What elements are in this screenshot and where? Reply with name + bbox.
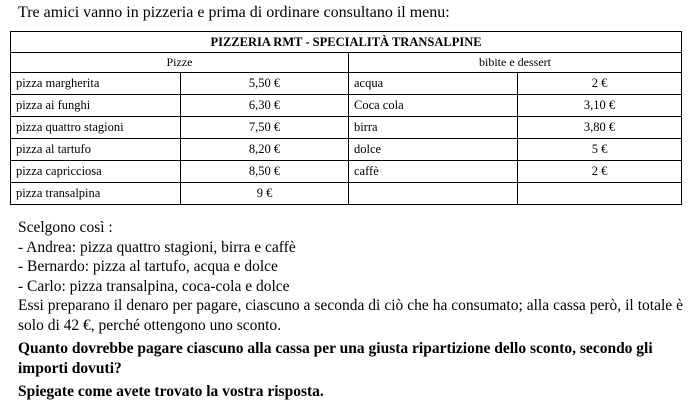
drink-price: 2 € <box>518 161 682 183</box>
menu-title: PIZZERIA RMT - SPECIALITÀ TRANSALPINE <box>11 32 682 53</box>
drink-name: caffè <box>349 161 518 183</box>
pizza-price: 9 € <box>181 183 349 205</box>
pizza-name: pizza ai funghi <box>11 95 181 117</box>
explain-text: Spiegate come avete trovato la vostra risposta. <box>18 383 324 400</box>
bernardo-line: - Bernardo: pizza al tartufo, acqua e dolce <box>18 258 278 275</box>
andrea-line: - Andrea: pizza quattro stagioni, birra e caffè <box>18 238 296 256</box>
choose-line: Scelgono così : <box>18 219 113 236</box>
table-row <box>11 161 682 183</box>
table-row <box>11 183 682 205</box>
pizza-price: 6,30 € <box>181 95 349 117</box>
pizza-name: pizza transalpina <box>11 183 181 205</box>
pizza-price: 5,50 € <box>181 73 349 95</box>
drink-name: dolce <box>349 139 518 161</box>
menu-table <box>10 31 682 205</box>
pizza-price: 8,50 € <box>181 161 349 183</box>
drink-price: 3,80 € <box>518 117 682 139</box>
pizza-price: 8,20 € <box>181 139 349 161</box>
carlo-line: - Carlo: pizza transalpina, coca-cola e dolce <box>18 277 290 295</box>
pizze-header: Pizze <box>11 53 349 73</box>
drink-price <box>518 183 682 205</box>
drinks-header: bibite e dessert <box>349 53 682 73</box>
question-text: Quanto dovrebbe pagare ciascuno alla cassa per una giusta ripartizione dello sconto, secondo gli importi dovuti? <box>18 340 653 377</box>
pizza-name: pizza capricciosa <box>11 161 181 183</box>
table-row <box>11 95 682 117</box>
table-row <box>11 73 682 95</box>
drink-name: Coca cola <box>349 95 518 117</box>
drink-price: 3,10 € <box>518 95 682 117</box>
pizza-name: pizza margherita <box>11 73 181 95</box>
drink-name: birra <box>349 117 518 139</box>
drink-price: 2 € <box>518 73 682 95</box>
pizza-name: pizza al tartufo <box>11 139 181 161</box>
table-row <box>11 117 682 139</box>
drink-price: 5 € <box>518 139 682 161</box>
drink-name: acqua <box>349 73 518 95</box>
intro-text: Tre amici vanno in pizzeria e prima di ordinare consultano il menu: <box>18 4 450 21</box>
pizza-name: pizza quattro stagioni <box>11 117 181 139</box>
payment-paragraph: Essi preparano il denaro per pagare, ciascuno a seconda di ciò che ha consumato; alla cassa però, il totale è solo di 42 €, perché ottengono uno sconto. <box>18 297 683 334</box>
pizza-price: 7,50 € <box>181 117 349 139</box>
drink-name <box>349 183 518 205</box>
problem-text <box>18 218 683 402</box>
table-row <box>11 139 682 161</box>
